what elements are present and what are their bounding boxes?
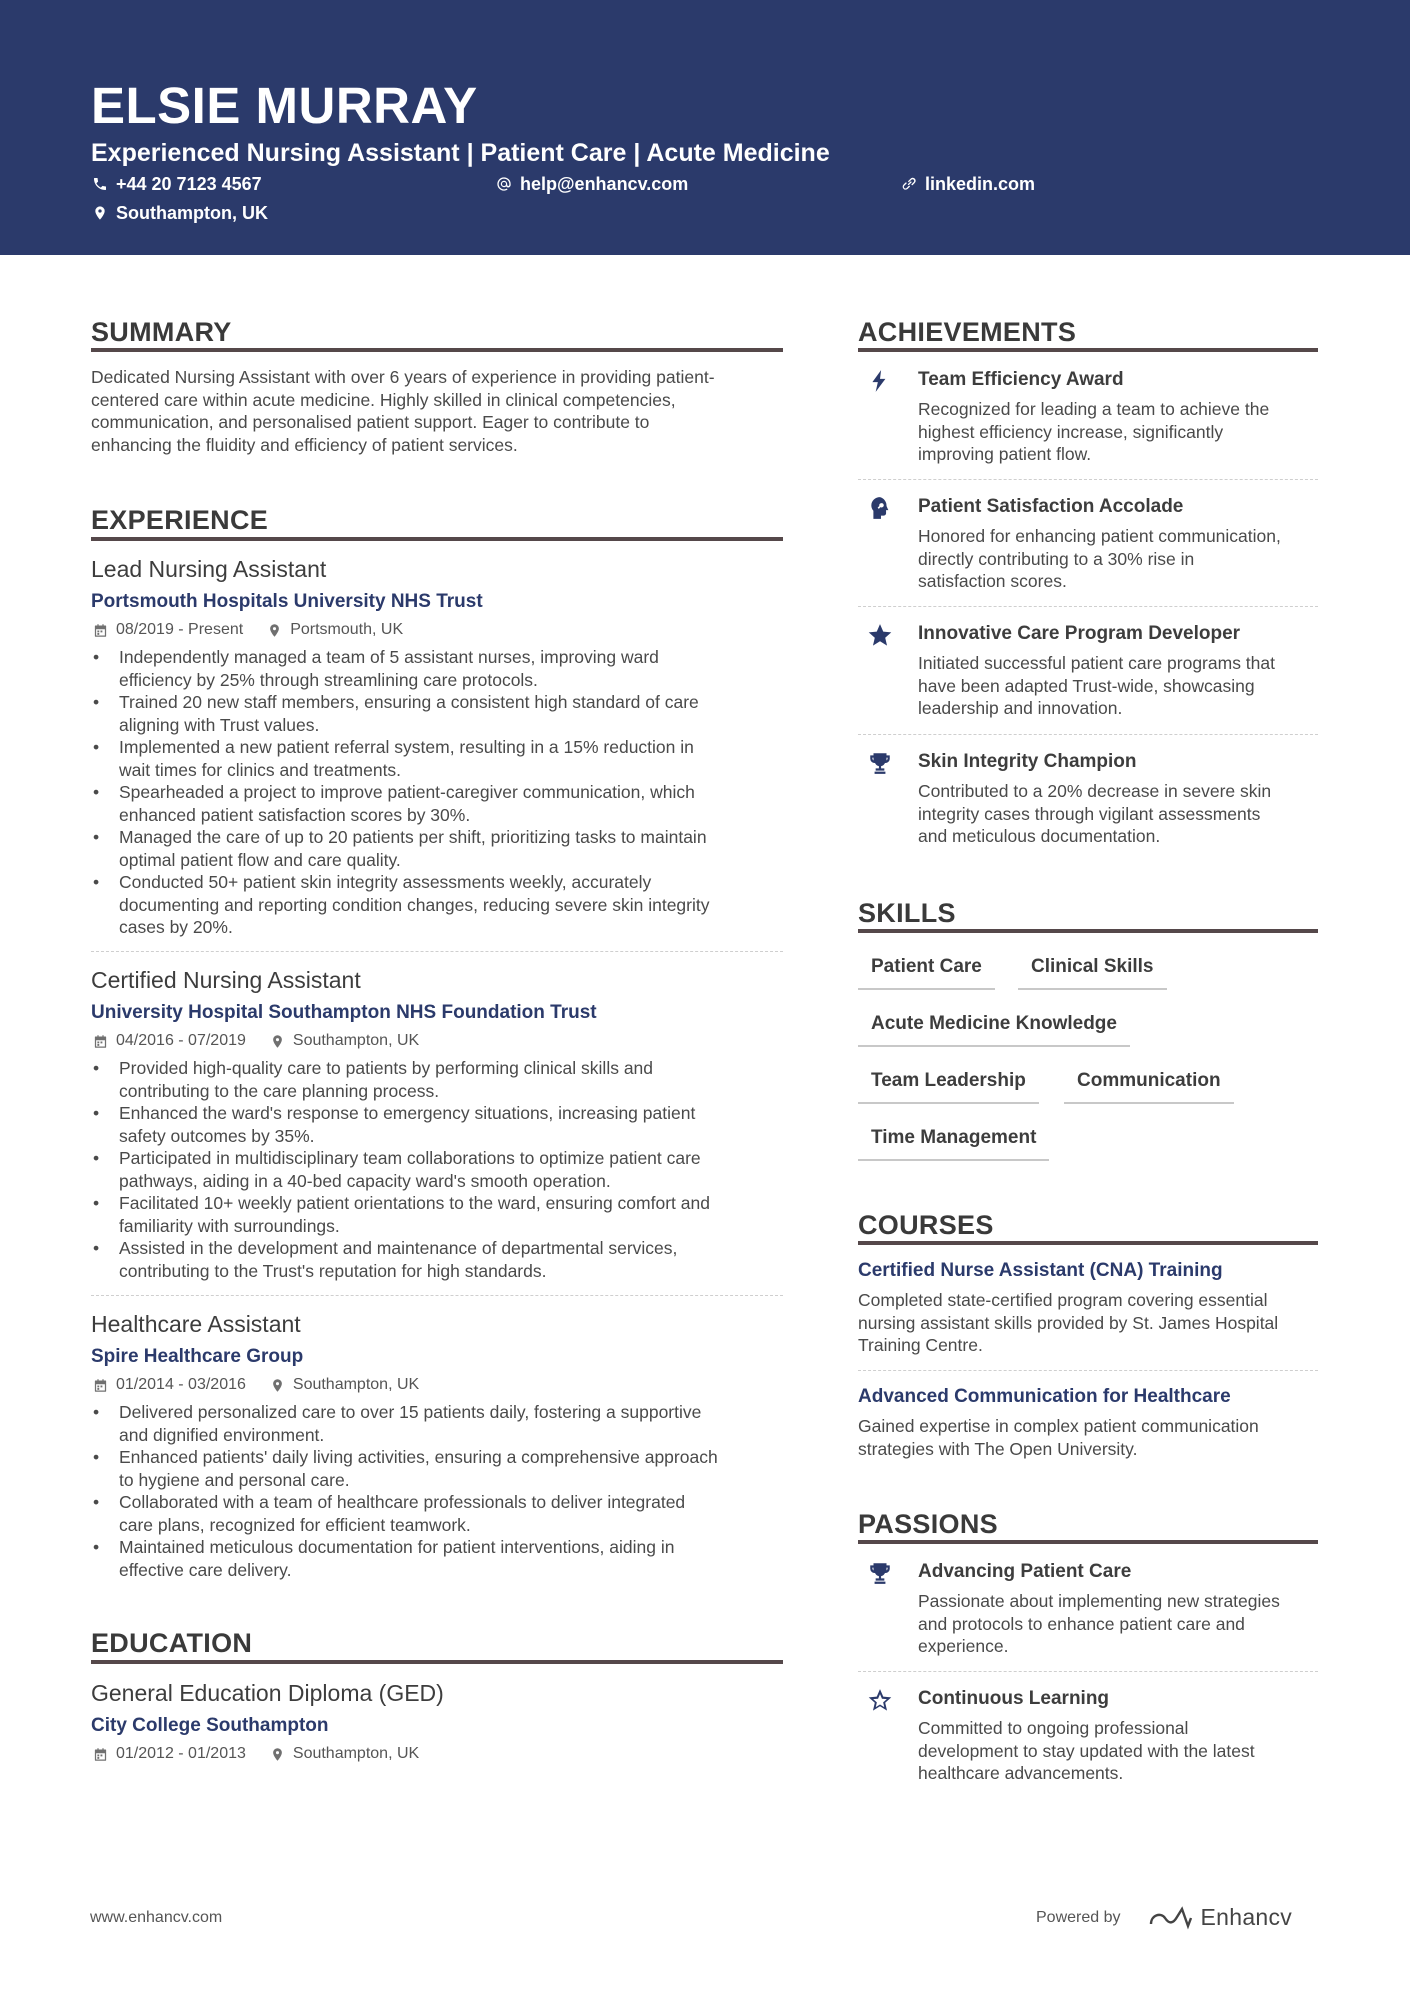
summary-text (91, 366, 791, 456)
job-title: Certified Nursing Assistant (91, 967, 361, 993)
enhancv-brand: Enhancv (1200, 1904, 1293, 1930)
calendar-icon (93, 1378, 108, 1393)
bullet-item: • Participated in multidisciplinary team collaborations to optimize patient care pathways, aiding in a 40-bed capacity ward's smooth operation. (91, 1147, 791, 1192)
divider (858, 1671, 1318, 1672)
summary-rule (91, 348, 783, 352)
location-pin-icon (270, 1747, 285, 1762)
contact-linkedin[interactable] (901, 173, 1035, 195)
achievement-title: Patient Satisfaction Accolade (918, 496, 1184, 517)
contact-phone[interactable] (92, 173, 262, 195)
job-title: Healthcare Assistant (91, 1311, 301, 1337)
divider (858, 734, 1318, 735)
job-location: Southampton, UK (292, 1376, 420, 1393)
divider (858, 1370, 1318, 1371)
bullet-item: • Assisted in the development and maintenance of departmental services, contributing to the Trust's reputation for high standards. (91, 1237, 791, 1282)
courses-rule (858, 1241, 1318, 1245)
education-heading: EDUCATION (91, 1628, 253, 1658)
passion-desc: Passionate about implementing new strategies and protocols to enhance patient care and experience. (918, 1591, 1280, 1656)
summary-line: enhancing the fluidity and efficiency of patient services. (91, 434, 518, 455)
job-dates: 08/2019 - Present (116, 621, 244, 638)
candidate-name: ELSIE MURRAY (91, 77, 478, 134)
contact-email[interactable] (496, 173, 688, 195)
candidate-title: Experienced Nursing Assistant | Patient Care | Acute Medicine (91, 139, 830, 167)
footer-powered-by[interactable] (1036, 1904, 1292, 1931)
job-meta (93, 1375, 419, 1395)
bullet-item: • Delivered personalized care to over 15 patients daily, fostering a supportive and dignified environment. (91, 1401, 791, 1446)
location-pin-icon (270, 1378, 285, 1393)
head-icon (866, 494, 894, 522)
education-location: Southampton, UK (292, 1745, 420, 1762)
skills-heading: SKILLS (858, 898, 956, 928)
job-bullets (91, 1057, 791, 1282)
bullet-item: • Facilitated 10+ weekly patient orientations to the ward, ensuring comfort and familiarity with surroundings. (91, 1192, 791, 1237)
skill-tag: Patient Care (858, 955, 995, 990)
divider (858, 479, 1318, 480)
bullet-item: • Conducted 50+ patient skin integrity assessments weekly, accurately documenting and reporting condition changes, reducing severe skin integrity cases by 20%. (91, 871, 791, 939)
location-text: Southampton, UK (116, 203, 268, 223)
job-dates: 01/2014 - 03/2016 (116, 1376, 246, 1393)
education-meta (93, 1744, 419, 1764)
skill-tag: Acute Medicine Knowledge (858, 1012, 1130, 1047)
experience-rule (91, 537, 783, 541)
phone-text: +44 20 7123 4567 (116, 174, 262, 194)
achievements-rule (858, 348, 1318, 352)
lightning-icon (866, 367, 894, 395)
bullet-item: • Enhanced the ward's response to emergency situations, increasing patient safety outcomes by 35%. (91, 1102, 791, 1147)
job-location: Southampton, UK (292, 1032, 420, 1049)
passion-desc: Committed to ongoing professional development to stay updated with the latest healthcare advancements. (918, 1718, 1255, 1783)
calendar-icon (93, 623, 108, 638)
location-pin-icon (270, 1034, 285, 1049)
education-rule (91, 1660, 783, 1664)
footer-website[interactable]: www.enhancv.com (90, 1909, 223, 1926)
location-pin-icon (267, 623, 282, 638)
bullet-item: • Independently managed a team of 5 assistant nurses, improving ward efficiency by 25% through streamlining care protocols. (91, 646, 791, 691)
achievements-heading: ACHIEVEMENTS (858, 317, 1077, 347)
bullet-item: • Enhanced patients' daily living activities, ensuring a comprehensive approach to hygiene and personal care. (91, 1446, 791, 1491)
achievement-title: Innovative Care Program Developer (918, 623, 1241, 644)
achievement-desc: Recognized for leading a team to achieve the highest efficiency increase, significantly improving patient flow. (918, 399, 1270, 464)
job-bullets (91, 1401, 791, 1581)
experience-heading: EXPERIENCE (91, 505, 269, 535)
bullet-item: • Spearheaded a project to improve patient-caregiver communication, which enhanced patient satisfaction scores by 30%. (91, 781, 791, 826)
course-title: Certified Nurse Assistant (CNA) Training (858, 1260, 1223, 1281)
bullet-item: • Collaborated with a team of healthcare professionals to deliver integrated care plans, recognized for efficient teamwork. (91, 1491, 791, 1536)
calendar-icon (93, 1034, 108, 1049)
job-location: Portsmouth, UK (290, 621, 404, 638)
bullet-item: • Trained 20 new staff members, ensuring a consistent high standard of care aligning with Trust values. (91, 691, 791, 736)
star-outline-icon (866, 1686, 894, 1714)
enhancv-logo-icon (1147, 1905, 1193, 1931)
powered-by-text: Powered by (1036, 1908, 1121, 1926)
at-icon (496, 176, 512, 192)
summary-line: centered care within acute medicine. Highly skilled in clinical competencies, (91, 389, 676, 410)
course-desc: Gained expertise in complex patient communication strategies with The Open University. (858, 1416, 1259, 1459)
divider (91, 951, 783, 952)
divider (858, 606, 1318, 607)
contact-location (92, 202, 268, 224)
skill-tag: Communication (1064, 1069, 1234, 1104)
company-name: Spire Healthcare Group (91, 1346, 304, 1367)
summary-line: communication, and personalised patient support. Eager to contribute to (91, 412, 650, 432)
achievement-title: Team Efficiency Award (918, 369, 1124, 390)
courses-heading: COURSES (858, 1210, 994, 1240)
location-pin-icon (92, 205, 108, 221)
linkedin-text: linkedin.com (925, 174, 1036, 194)
course-desc: Completed state-certified program covering essential nursing assistant skills provided by St. James Hospital Training Centre. (858, 1290, 1279, 1355)
education-dates: 01/2012 - 01/2013 (116, 1745, 246, 1762)
school-name: City College Southampton (91, 1715, 329, 1736)
degree-title: General Education Diploma (GED) (91, 1680, 444, 1706)
job-meta (93, 620, 403, 640)
course-title: Advanced Communication for Healthcare (858, 1386, 1231, 1407)
calendar-icon (93, 1747, 108, 1762)
phone-icon (92, 176, 108, 192)
skills-rule (858, 929, 1318, 933)
link-icon (901, 176, 917, 192)
passions-rule (858, 1540, 1318, 1544)
job-dates: 04/2016 - 07/2019 (116, 1032, 246, 1049)
passion-title: Advancing Patient Care (918, 1561, 1132, 1582)
company-name: Portsmouth Hospitals University NHS Trust (91, 591, 483, 612)
achievement-desc: Initiated successful patient care programs that have been adapted Trust-wide, showcasing leadership and innovation. (918, 653, 1275, 718)
bullet-item: • Provided high-quality care to patients by performing clinical skills and contributing to the care planning process. (91, 1057, 791, 1102)
header (0, 0, 1410, 255)
job-title: Lead Nursing Assistant (91, 556, 327, 582)
passions-heading: PASSIONS (858, 1509, 998, 1539)
skill-tag: Time Management (858, 1126, 1049, 1161)
trophy-icon (866, 749, 894, 777)
company-name: University Hospital Southampton NHS Foundation Trust (91, 1002, 597, 1023)
bullet-item: • Maintained meticulous documentation for patient interventions, aiding in effective care delivery. (91, 1536, 791, 1581)
job-meta (93, 1031, 419, 1051)
skill-tag: Team Leadership (858, 1069, 1039, 1104)
passion-title: Continuous Learning (918, 1688, 1110, 1709)
summary-heading: SUMMARY (91, 317, 232, 347)
skill-tag: Clinical Skills (1018, 955, 1167, 990)
achievement-title: Skin Integrity Champion (918, 751, 1137, 772)
summary-line: Dedicated Nursing Assistant with over 6 years of experience in providing patient- (91, 367, 715, 387)
trophy-icon (866, 1559, 894, 1587)
achievement-desc: Honored for enhancing patient communication, directly contributing to a 30% rise in satisfaction scores. (918, 526, 1281, 591)
star-icon (866, 621, 894, 649)
email-text: help@enhancv.com (520, 174, 689, 194)
job-bullets (91, 646, 791, 939)
bullet-item: • Implemented a new patient referral system, resulting in a 15% reduction in wait times for clinics and treatments. (91, 736, 791, 781)
achievement-desc: Contributed to a 20% decrease in severe skin integrity cases through vigilant assessments and meticulous documentation. (918, 781, 1272, 846)
divider (91, 1295, 783, 1296)
bullet-item: • Managed the care of up to 20 patients per shift, prioritizing tasks to maintain optimal patient flow and care quality. (91, 826, 791, 871)
